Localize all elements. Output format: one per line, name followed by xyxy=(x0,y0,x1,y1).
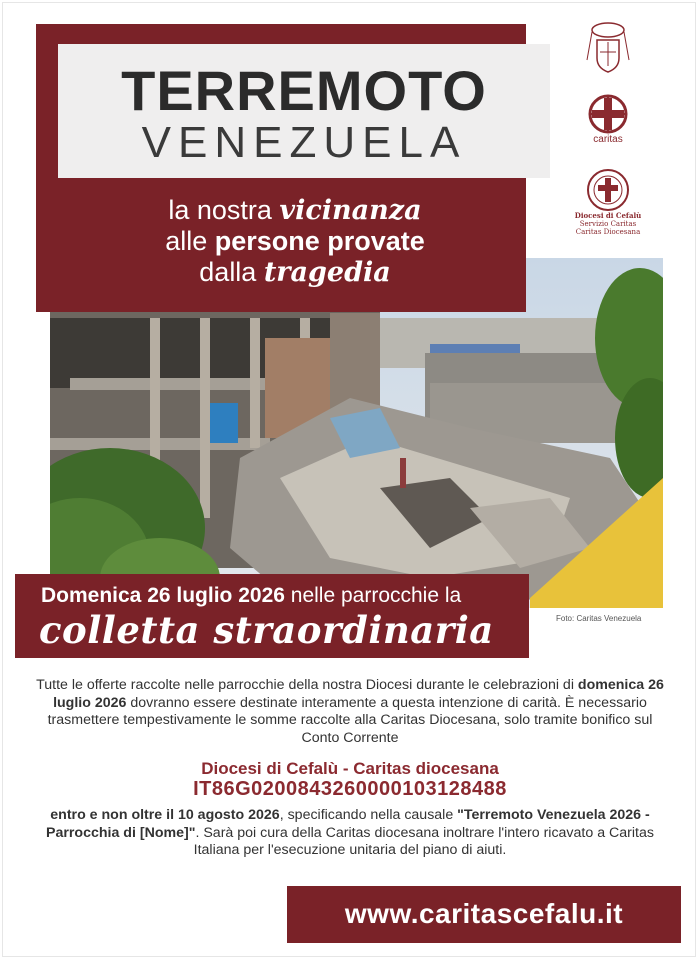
coat-of-arms-icon xyxy=(583,20,633,76)
photo-credit: Foto: Caritas Venezuela xyxy=(556,614,642,623)
collection-date: Domenica 26 luglio 2026 xyxy=(41,584,285,607)
body-text: . Sarà poi cura della Caritas diocesana inoltrare l'intero ricavato a Caritas Italiana per l'esecuzione unitaria del piano di aiuti. xyxy=(193,824,654,858)
tagline-emphasis: persone provate xyxy=(214,226,425,256)
title-line-2: VENEZUELA xyxy=(141,118,467,167)
diocese-seal-icon xyxy=(586,168,630,212)
account-holder: Diocesi di Cefalù - Caritas diocesana xyxy=(201,759,499,778)
tagline-text: alle xyxy=(165,226,215,256)
date-banner xyxy=(15,574,529,658)
collection-heading: colletta straordinaria xyxy=(39,608,494,652)
bishop-coat-of-arms-logo xyxy=(580,20,636,76)
tagline-emphasis: tragedia xyxy=(263,257,391,288)
body-text: Tutte le offerte raccolte nelle parrocchie della nostra Diocesi durante le celebrazioni di xyxy=(36,677,578,693)
date-line xyxy=(41,584,461,608)
diocese-label-3: Caritas Diocesana xyxy=(575,228,641,236)
website-link[interactable]: www.caritascefalu.it xyxy=(344,898,624,929)
deadline-date: entro e non oltre il 10 agosto 2026 xyxy=(50,807,280,823)
website-banner[interactable] xyxy=(287,886,681,943)
body-date: domenica 26 luglio 2026 xyxy=(53,677,664,711)
iban-code: IT86G0200843260000103128488 xyxy=(193,778,507,800)
diocese-label-1: Diocesi di Cefalù xyxy=(574,211,642,220)
caritas-cross-icon xyxy=(588,94,628,134)
tagline-text: dalla xyxy=(199,257,264,287)
tagline-emphasis: vicinanza xyxy=(279,195,422,226)
payment-reason: "Terremoto Venezuela 2026 - Parrocchia di [Nome]" xyxy=(46,807,650,841)
tagline xyxy=(100,195,490,288)
diocese-logo xyxy=(574,168,642,236)
title-line-1: TERREMOTO xyxy=(121,59,487,122)
tagline-text: la nostra xyxy=(168,195,280,225)
caritas-logo xyxy=(580,94,636,145)
instructions-paragraph xyxy=(28,677,672,747)
diocese-label-2: Servizio Caritas xyxy=(579,220,637,228)
caritas-label: caritas xyxy=(593,134,623,145)
body-text: , specificando nella causale xyxy=(279,807,458,823)
body-text: dovranno essere destinate interamente a questa intenzione di carità. È necessario trasmettere tempestivamente le somme raccolte alla Caritas Diocesana, solo tramite bonifico sul Conto Corrente xyxy=(47,694,653,746)
deadline-paragraph xyxy=(28,807,672,860)
title-box xyxy=(58,44,550,178)
date-suffix: nelle parrocchie la xyxy=(284,584,462,607)
